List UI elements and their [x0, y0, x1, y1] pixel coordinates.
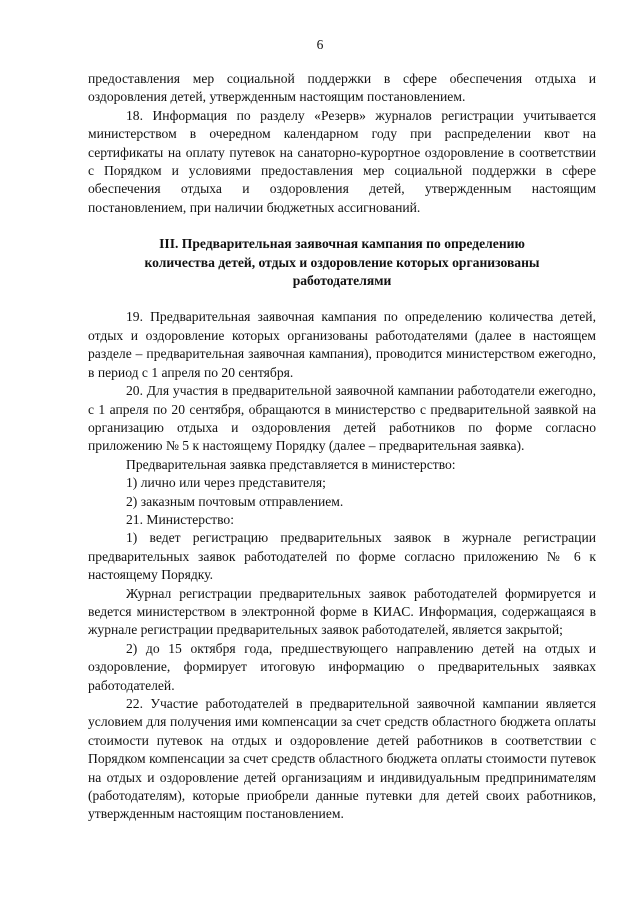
paragraph-journal: Журнал регистрации предварительных заявок работодателей формируется и ведется министерством в электронной форме в КИАС. Информация, содержащаяся в журнале регистрации предварительных заявок работодателей, является закрытой;	[88, 585, 596, 638]
paragraph-19: 19. Предварительная заявочная кампания по определению количества детей, отдых и оздоровление которых организованы работодателями (далее в настоящем разделе – предварительная заявочная кампания), проводится министерством ежегодно, в период с 1 апреля по 20 сентября.	[88, 309, 596, 380]
document-body	[88, 70, 596, 824]
list-item-in-person: 1) лично или через представителя;	[126, 475, 326, 491]
paragraph-20: 20. Для участия в предварительной заявочной кампании работодатели ежегодно, с 1 апреля по 20 сентября, обращаются в министерство с предварительной заявкой на организацию отдыха и оздоровления детей работников по форме согласно приложению № 5 к настоящему Порядку (далее – предварительная заявка).	[88, 383, 596, 454]
paragraph-submission-intro: Предварительная заявка представляется в министерство:	[126, 456, 456, 472]
section-heading-line-1: III. Предварительная заявочная кампания по определению	[159, 236, 525, 252]
paragraph-continuation: предоставления мер социальной поддержки в сфере обеспечения отдыха и оздоровления детей, утвержденным настоящим постановлением.	[88, 71, 596, 105]
list-item-registered-mail: 2) заказным почтовым отправлением.	[126, 493, 344, 509]
page-number: 6	[316, 37, 324, 52]
paragraph-22: 22. Участие работодателей в предварительной заявочной кампании является условием для получения ими компенсации за счет средств областного бюджета оплаты стоимости путевок на отдых и оздоровление детей работников в соответствии с Порядком компенсации за счет средств областного бюджета оплаты стоимости путевок на отдых и оздоровление детей организациям и индивидуальным предпринимателям (работодателям), которые приобрели данные путевки для детей своих работников, утвержденным настоящим постановлением.	[88, 696, 596, 822]
section-heading-line-2: количества детей, отдых и оздоровление которых организованы	[144, 254, 540, 270]
section-heading	[88, 235, 596, 290]
paragraph-21: 21. Министерство:	[126, 511, 234, 527]
paragraph-18: 18. Информация по разделу «Резерв» журналов регистрации учитывается министерством в очередном календарном году при распределении квот на сертификаты на оплату путевок на санаторно-курортное оздоровление в соответствии с Порядком и условиями предоставления мер социальной поддержки в сфере обеспечения отдыха и оздоровления детей, утвержденным настоящим постановлением, при наличии бюджетных ассигнований.	[88, 107, 596, 215]
list-item-final-info: 2) до 15 октября года, предшествующего направлению детей на отдых и оздоровление, формирует итоговую информацию о предварительных заявках работодателей.	[88, 640, 596, 693]
section-heading-line-3: работодателями	[292, 273, 392, 289]
list-item-registration: 1) ведет регистрацию предварительных заявок в журнале регистрации предварительных заявок работодателей по форме согласно приложению № 6 к настоящему Порядку.	[88, 530, 596, 583]
